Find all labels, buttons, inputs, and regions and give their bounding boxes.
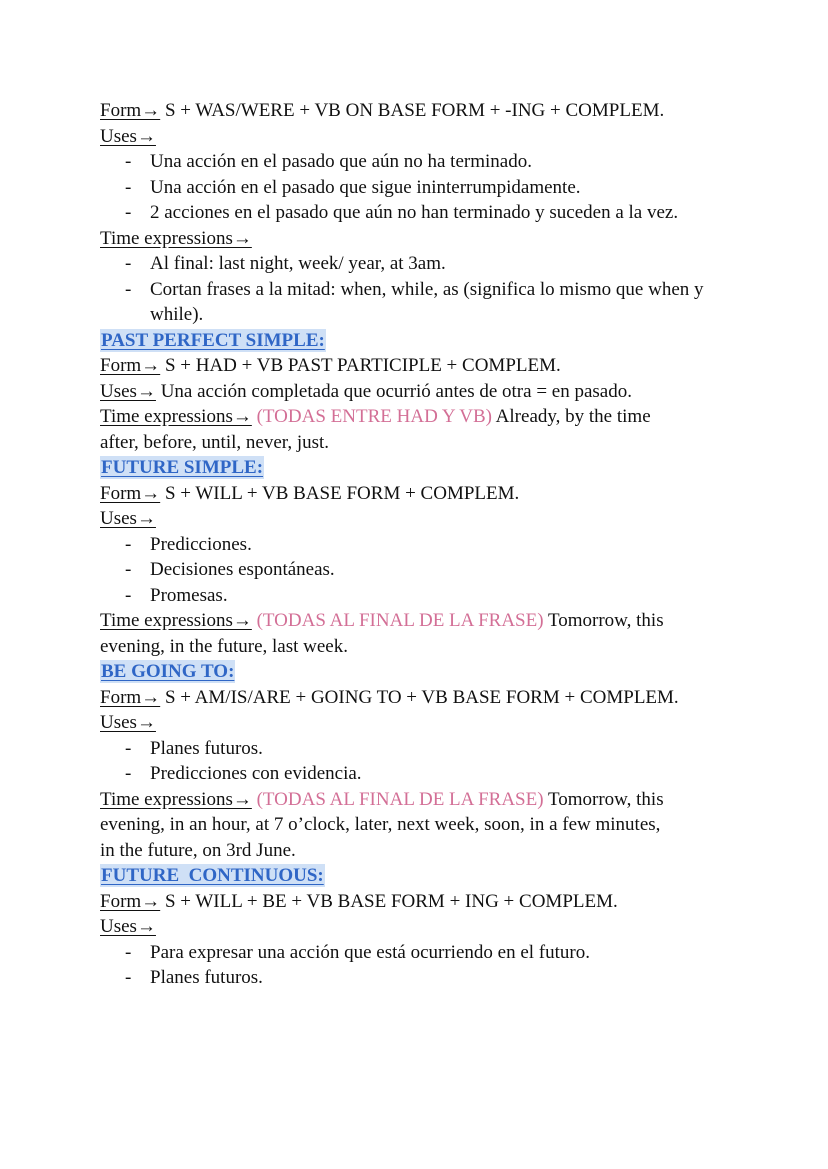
future-continuous-uses-label: [100, 914, 740, 940]
past-continuous-uses-label: [100, 124, 740, 150]
time-expressions-label: Time expressions→: [100, 227, 252, 249]
uses-label: Uses→: [100, 712, 156, 733]
dash-bullet: -: [125, 967, 132, 988]
dash-bullet: -: [125, 559, 132, 580]
be-going-to-uses-label: [100, 710, 740, 736]
form-label: Form→: [100, 100, 161, 121]
future-simple-time-cont: evening, in the future, last week.: [100, 635, 348, 657]
list-item: - Planes futuros.: [100, 965, 740, 991]
uses-label: Uses→: [100, 508, 156, 529]
dash-bullet: -: [125, 176, 132, 198]
past-perfect-heading: PAST PERFECT SIMPLE:: [101, 329, 325, 351]
future-simple-uses-list: [100, 532, 740, 609]
past-perfect-time-cont: after, before, until, never, just.: [100, 431, 330, 453]
section-heading: [100, 659, 740, 685]
future-continuous-uses-list: [100, 940, 740, 991]
form-text: S + WAS/WERE + VB ON BASE FORM + -ING + COMPLEM.: [160, 100, 665, 121]
past-continuous-time-list: [100, 251, 740, 328]
dash-bullet: -: [125, 202, 132, 223]
time-expressions-label: Time expressions→: [100, 610, 252, 631]
dash-bullet: -: [125, 278, 132, 300]
dash-bullet: -: [125, 151, 132, 172]
be-going-to-uses-list: [100, 736, 740, 787]
section-heading: [100, 328, 740, 354]
list-item: - Al final: last night, week/ year, at 3am.: [100, 251, 740, 277]
past-continuous-form: [100, 98, 740, 124]
form-label: Form→: [100, 686, 161, 708]
time-note: (TODAS AL FINAL DE LA FRASE): [251, 610, 544, 631]
be-going-to-time-cont: in the future, on 3rd June.: [100, 839, 296, 861]
future-simple-time: Time expressions→ (TODAS AL FINAL DE LA FRASE) Tomorrow, this: [100, 610, 664, 631]
list-item: - Predicciones con evidencia.: [100, 761, 740, 787]
list-item: - Planes futuros.: [100, 736, 740, 762]
time-expressions-label: Time expressions→: [100, 406, 252, 427]
be-going-to-form: Form→ S + AM/IS/ARE + GOING TO + VB BASE FORM + COMPLEM.: [100, 686, 679, 708]
uses-label: Uses→: [100, 125, 156, 147]
dash-bullet: -: [125, 763, 132, 784]
dash-bullet: -: [125, 253, 132, 274]
past-perfect-time: Time expressions→ (TODAS ENTRE HAD Y VB) Already, by the time: [100, 406, 651, 427]
time-note: (TODAS ENTRE HAD Y VB): [251, 406, 492, 427]
be-going-to-time-cont: evening, in an hour, at 7 o’clock, later, next week, soon, in a few minutes,: [100, 814, 661, 835]
section-heading: [100, 863, 740, 889]
past-perfect-form: Form→ S + HAD + VB PAST PARTICIPLE + COMPLEM.: [100, 355, 561, 376]
section-heading: [100, 455, 740, 481]
list-item: - Predicciones.: [100, 532, 740, 558]
past-perfect-uses: Uses→ Una acción completada que ocurrió antes de otra = en pasado.: [100, 380, 632, 402]
list-item: - Una acción en el pasado que sigue ininterrumpidamente.: [100, 175, 740, 201]
uses-label: Uses→: [100, 380, 156, 402]
form-label: Form→: [100, 482, 161, 504]
form-label: Form→: [100, 890, 161, 912]
document-page: [100, 98, 740, 991]
future-continuous-heading: FUTURE CONTINUOUS:: [101, 865, 324, 886]
future-continuous-form: Form→ S + WILL + BE + VB BASE FORM + ING + COMPLEM.: [100, 890, 618, 912]
list-item: - Una acción en el pasado que aún no ha terminado.: [100, 149, 740, 175]
dash-bullet: -: [125, 533, 132, 555]
dash-bullet: -: [125, 737, 132, 759]
form-label: Form→: [100, 355, 161, 376]
list-item: - 2 acciones en el pasado que aún no han terminado y suceden a la vez.: [100, 200, 710, 226]
list-item: - Promesas.: [100, 583, 740, 609]
be-going-to-heading: BE GOING TO:: [101, 661, 235, 682]
list-item: - Decisiones espontáneas.: [100, 557, 740, 583]
dash-bullet: -: [125, 941, 132, 963]
dash-bullet: -: [125, 584, 132, 606]
time-expressions-label: Time expressions→: [100, 788, 252, 810]
list-item: - Para expresar una acción que está ocurriendo en el futuro.: [100, 940, 740, 966]
future-simple-heading: FUTURE SIMPLE:: [101, 457, 264, 478]
uses-label: Uses→: [100, 916, 156, 937]
time-note: (TODAS AL FINAL DE LA FRASE): [251, 788, 544, 810]
past-continuous-uses-list: [100, 149, 740, 226]
be-going-to-time: Time expressions→ (TODAS AL FINAL DE LA FRASE) Tomorrow, this: [100, 788, 664, 810]
future-simple-uses-label: [100, 506, 740, 532]
list-item: - Cortan frases a la mitad: when, while, as (significa lo mismo que when y while).: [125, 278, 704, 325]
past-continuous-time-label: [100, 226, 740, 252]
future-simple-form: Form→ S + WILL + VB BASE FORM + COMPLEM.: [100, 482, 520, 504]
